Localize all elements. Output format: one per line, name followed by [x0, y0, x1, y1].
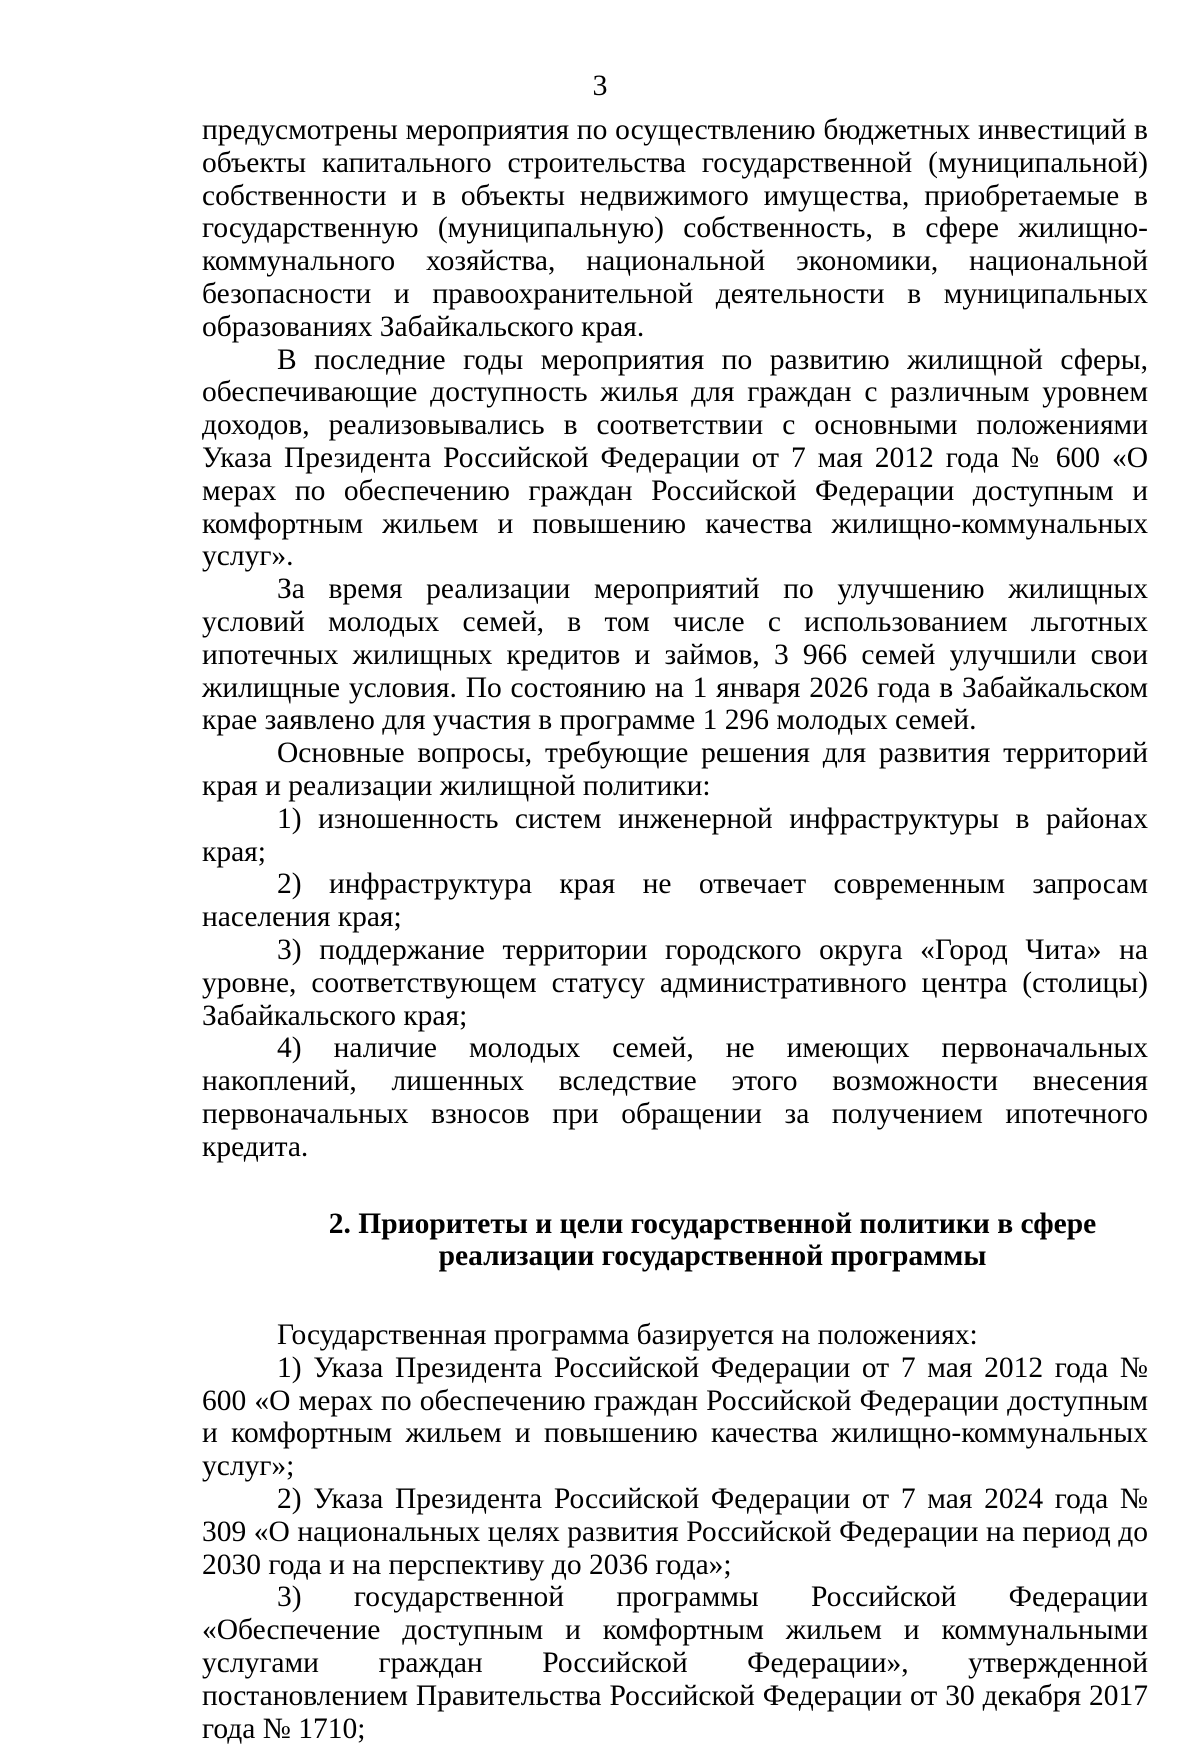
- section-heading-line-2: реализации государственной программы: [438, 1240, 987, 1273]
- list-item-basis-1: 1) Указа Президента Российской Федерации от 7 мая 2012 года № 600 «О мерах по обеспечению граждан Российской Федерации доступным и комфортным жильем и повышению качества жилищно-коммунальных услуг»;: [202, 1351, 1148, 1483]
- list-item-basis-3: 3) государственной программы Российской Федерации «Обеспечение доступным и комфортным жильем и коммунальными услугами граждан Российской Федерации», утвержденной постановлением Правительства Российской Федерации от 30 декабря 2017 года № 1710;: [202, 1581, 1148, 1745]
- paragraph-investments: предусмотрены мероприятия по осуществлению бюджетных инвестиций в объекты капитального строительства государственной (муниципальной) собственности и в объекты недвижимого имущества, приобретаемые в государственную (муниципальную) собственность, в сфере жилищно-коммунального хозяйства, национальной экономики, национальной безопасности и правоохранительной деятельности в муниципальных образованиях Забайкальского края.: [202, 114, 1148, 343]
- paragraph-program-basis: Государственная программа базируется на положениях:: [277, 1319, 978, 1352]
- document-body: [202, 114, 1148, 1745]
- page-number: 3: [592, 69, 608, 102]
- paragraph-housing-development: В последние годы мероприятия по развитию жилищной сферы, обеспечивающие доступность жилья для граждан с различным уровнем доходов, реализовывались в соответствии с основными положениями Указа Президента Российской Федерации от 7 мая 2012 года № 600 «О мерах по обеспечению граждан Российской Федерации доступным и комфортным жильем и повышению качества жилищно-коммунальных услуг».: [202, 343, 1148, 573]
- paragraph-young-families: За время реализации мероприятий по улучшению жилищных условий молодых семей, в том числе с использованием льготных ипотечных жилищных кредитов и займов, 3 966 семей улучшили свои жилищные условия. По состоянию на 1 января 2026 года в Забайкальском крае заявлено для участия в программе 1 296 молодых семей.: [202, 573, 1148, 737]
- list-item-issue-4: 4) наличие молодых семей, не имеющих первоначальных накоплений, лишенных вследствие этого возможности внесения первоначальных взносов при обращении за получением ипотечного кредита.: [202, 1032, 1148, 1163]
- list-item-issue-1: 1) изношенность систем инженерной инфраструктуры в районах края;: [202, 802, 1148, 868]
- section-heading: [202, 1208, 1148, 1274]
- list-item-issue-2: 2) инфраструктура края не отвечает современным запросам населения края;: [202, 868, 1148, 934]
- paragraph-main-issues: Основные вопросы, требующие решения для развития территорий края и реализации жилищной политики:: [202, 737, 1148, 802]
- list-item-issue-3: 3) поддержание территории городского округа «Город Чита» на уровне, соответствующем статусу административного центра (столицы) Забайкальского края;: [202, 933, 1148, 1032]
- list-item-basis-2: 2) Указа Президента Российской Федерации от 7 мая 2024 года № 309 «О национальных целях развития Российской Федерации на период до 2030 года и на перспективу до 2036 года»;: [202, 1483, 1148, 1581]
- section-heading-line-1: 2. Приоритеты и цели государственной политики в сфере: [328, 1207, 1097, 1240]
